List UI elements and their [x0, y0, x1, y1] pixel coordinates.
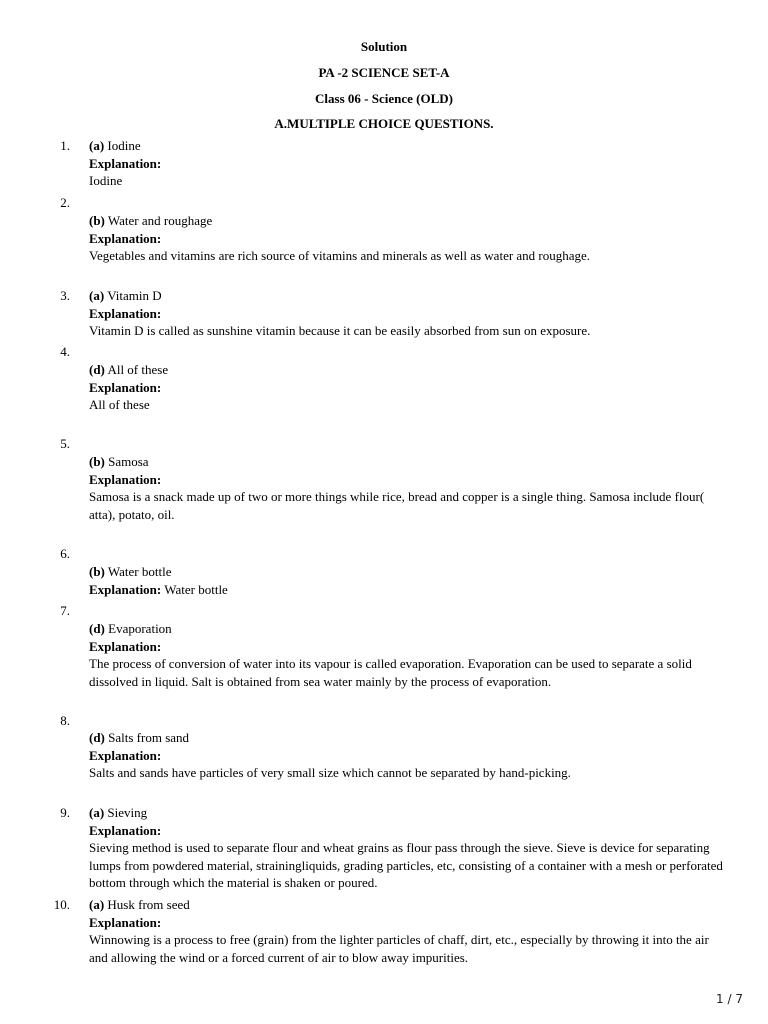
explanation-text: Sieving method is used to separate flour and wheat grains as flour pass through the sieve. Sieve is device for separating lumps from powdered material, strainingliquids, grading particles, etc, consisting of a container with a mesh or perforated bottom through which the material is shaken or poured. — [89, 840, 723, 890]
answer-option: (d) — [89, 730, 105, 745]
answer-text: Sieving — [107, 805, 148, 820]
doc-title: Solution — [360, 39, 408, 54]
answer-line — [89, 137, 729, 155]
answer-line — [89, 361, 729, 379]
answer-line — [89, 453, 729, 471]
answer-text: Samosa — [108, 454, 149, 469]
answer-text: Husk from seed — [107, 897, 190, 912]
question-number: 3. — [60, 288, 70, 303]
explanation-label: Explanation: — [89, 230, 162, 246]
explanation-label: Explanation: — [89, 822, 162, 838]
answer-text: All of these — [107, 362, 169, 377]
explanation-text: Vitamin D is called as sunshine vitamin because it can be easily absorbed from sun on exposure. — [89, 323, 591, 338]
question-number: 5. — [60, 436, 70, 451]
answer-line — [89, 729, 729, 747]
question-body — [89, 137, 729, 190]
answer-text: Water and roughage — [107, 213, 213, 228]
answer-option: (a) — [89, 138, 105, 153]
explanation-label: Explanation: — [89, 305, 162, 321]
answer-option: (b) — [89, 454, 105, 469]
explanation-text: Salts and sands have particles of very small size which cannot be separated by hand-picking. — [89, 765, 571, 780]
question-number: 9. — [60, 805, 70, 820]
question-body — [89, 563, 729, 598]
explanation-text: The process of conversion of water into its vapour is called evaporation. Evaporation can be used to separate a solid dissolved in liquid. Salt is obtained from sea water mainly by the process of evaporation. — [89, 656, 692, 689]
explanation-label: Explanation: — [89, 581, 162, 597]
explanation-text: Water bottle — [164, 581, 228, 597]
explanation-text: Iodine — [89, 173, 123, 188]
question-body — [89, 287, 729, 340]
answer-line — [89, 620, 729, 638]
explanation-label: Explanation: — [89, 747, 162, 763]
answer-line — [89, 896, 729, 914]
question-body — [89, 361, 729, 414]
answer-text: Evaporation — [108, 621, 172, 636]
question-number: 6. — [60, 546, 70, 561]
answer-line — [89, 287, 729, 305]
question-number: 10. — [53, 897, 70, 912]
question-body — [89, 896, 729, 966]
question-body — [89, 804, 729, 892]
explanation-text: Winnowing is a process to free (grain) from the lighter particles of chaff, dirt, etc., especially by throwing it into the air and allowing the wind or a forced current of air to blow away impurities. — [89, 932, 709, 965]
answer-option: (b) — [89, 213, 105, 228]
explanation-label: Explanation: — [89, 471, 162, 487]
section-heading: A.MULTIPLE CHOICE QUESTIONS. — [274, 116, 494, 131]
answer-option: (b) — [89, 564, 105, 579]
explanation-text: Vegetables and vitamins are rich source of vitamins and minerals as well as water and roughage. — [89, 248, 591, 263]
answer-text: Water bottle — [107, 564, 172, 579]
answer-option: (a) — [89, 897, 105, 912]
question-body — [89, 212, 729, 265]
question-number: 2. — [60, 195, 70, 210]
explanation-text: All of these — [89, 397, 150, 412]
answer-line — [89, 563, 729, 581]
answer-line — [89, 804, 729, 822]
explanation-label: Explanation: — [89, 638, 162, 654]
class-line: Class 06 - Science (OLD) — [315, 91, 453, 106]
explanation-text: Samosa is a snack made up of two or more things while rice, bread and copper is a single thing. Samosa include flour( atta), potato, oil. — [89, 489, 705, 522]
answer-option: (a) — [89, 805, 105, 820]
explanation-label: Explanation: — [89, 155, 162, 171]
question-number: 8. — [60, 713, 70, 728]
answer-option: (a) — [89, 288, 105, 303]
explanation-label: Explanation: — [89, 914, 162, 930]
question-body — [89, 620, 729, 690]
answer-line — [89, 212, 729, 230]
answer-option: (d) — [89, 621, 105, 636]
answer-option: (d) — [89, 362, 105, 377]
question-body — [89, 453, 729, 523]
answer-text: Iodine — [107, 138, 141, 153]
explanation-label: Explanation: — [89, 379, 162, 395]
exam-title: PA -2 SCIENCE SET-A — [318, 65, 450, 80]
question-number: 1. — [60, 138, 70, 153]
question-number: 7. — [60, 603, 70, 618]
answer-text: Vitamin D — [107, 288, 162, 303]
explanation-line — [89, 581, 729, 599]
question-body — [89, 729, 729, 782]
answer-text: Salts from sand — [108, 730, 190, 745]
question-number: 4. — [60, 344, 70, 359]
page-indicator: 1 / 7 — [716, 992, 743, 1006]
